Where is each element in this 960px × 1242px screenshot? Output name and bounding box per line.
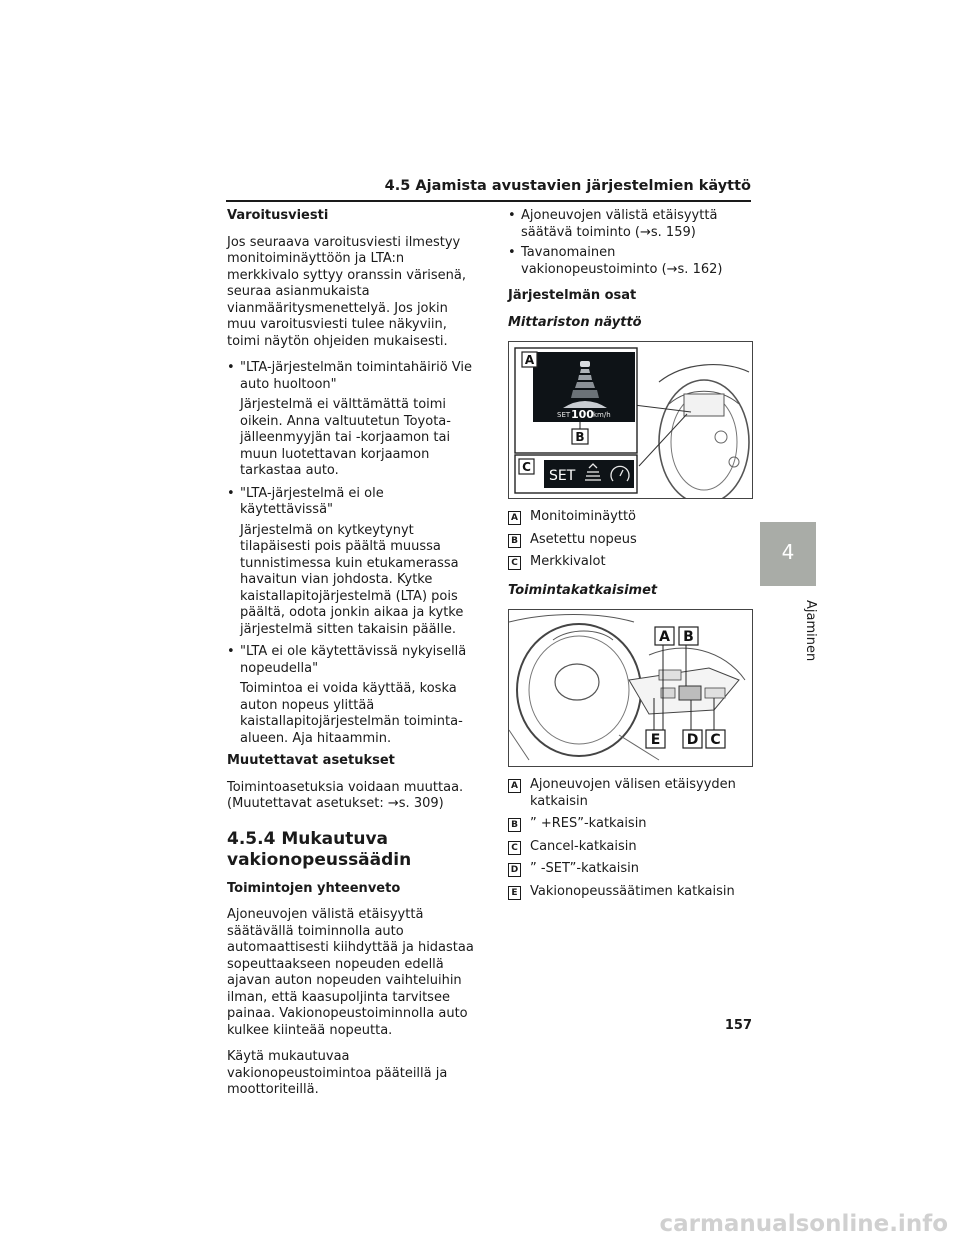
meter-display-illustration xyxy=(509,342,752,498)
legend-text: Cancel-katkaisin xyxy=(530,838,637,854)
chapter-tab-number: 4 xyxy=(781,540,795,564)
meter-display-heading: Mittariston näyttö xyxy=(508,314,642,330)
legend-key: B xyxy=(508,534,521,548)
set-indicator: SET xyxy=(549,468,576,484)
left-column xyxy=(227,208,477,1109)
bullet-title: • "LTA-järjestelmän toimintahäiriö Vie auto huoltoon" xyxy=(227,360,477,393)
components-heading: Järjestelmän osat xyxy=(508,288,637,303)
settings-text: Toimintoasetuksia voidaan muuttaa. (Muutettavat asetukset: →s. 309) xyxy=(227,779,464,811)
bullet-body: Toimintoa ei voida käyttää, koska auton nopeus ylittää kaistallapitojärjestelmän toiminta-alueen. Aja hitaammin. xyxy=(240,681,463,746)
legend-key: D xyxy=(508,863,521,877)
callout-a: A xyxy=(524,353,535,367)
callout-c: C xyxy=(522,460,531,474)
legend-text: Monitoiminäyttö xyxy=(530,509,637,524)
header-rule xyxy=(226,200,751,202)
bullet-item: • Ajoneuvojen välistä etäisyyttä säätävä toiminto (→s. 159) xyxy=(508,208,753,241)
legend-row xyxy=(508,839,753,856)
legend-text: ” +RES”-katkaisin xyxy=(530,816,647,831)
legend-key: A xyxy=(508,511,521,525)
legend-row xyxy=(508,816,753,833)
legend-text: Ajoneuvojen välisen etäisyyden katkaisin xyxy=(530,777,736,809)
bullet-title: • "LTA ei ole käytettävissä nykyisellä nopeudella" xyxy=(227,644,477,677)
summary-heading: Toimintojen yhteenveto xyxy=(227,880,401,896)
callout-c: C xyxy=(710,732,721,748)
legend-row xyxy=(508,861,753,878)
set-label: SET xyxy=(557,411,571,419)
bullet-title: • "LTA-järjestelmä ei ole käytettävissä" xyxy=(227,486,477,519)
speed-value: 100 xyxy=(571,408,594,421)
settings-heading: Muutettavat asetukset xyxy=(227,753,395,768)
bullet-body: Järjestelmä ei välttämättä toimi oikein. Anna valtuutetun Toyota-jälleenmyyjän tai -korjaamon tai muun luotettavan korjaamon tarkastaa auto. xyxy=(240,397,451,478)
meter-display-figure xyxy=(508,341,753,499)
speed-unit: km/h xyxy=(593,411,611,419)
page-number: 157 xyxy=(724,1018,752,1033)
legend-row xyxy=(508,884,753,901)
legend-row xyxy=(508,532,753,549)
legend-text: Merkkivalot xyxy=(530,554,606,569)
legend-text: Vakionopeussäätimen katkaisin xyxy=(530,883,735,899)
page-header-title: 4.5 Ajamista avustavien järjestelmien käyttö xyxy=(384,178,751,194)
legend-key: C xyxy=(508,556,521,570)
legend-text: Asetettu nopeus xyxy=(530,531,637,547)
usage-text: Käytä mukautuvaa vakionopeustoimintoa pääteillä ja moottoriteillä. xyxy=(227,1049,448,1097)
legend-row xyxy=(508,777,753,810)
callout-b: B xyxy=(575,430,585,444)
legend-row xyxy=(508,554,753,571)
summary-text: Ajoneuvojen välistä etäisyyttä säätävällä toiminnolla auto automaattisesti kiihdyttää ja hidastaa sopeuttaakseen nopeuden edellä ajavan auton nopeuden vaihteluihin ilman, että kaasupoljinta tarvitsee painaa. Vakionopeustoiminnolla auto kulkee kiinteää nopeutta. xyxy=(227,907,474,1038)
callout-a: A xyxy=(659,629,670,645)
bullet-item: • Tavanomainen vakionopeustoiminto (→s. 162) xyxy=(508,245,753,278)
switches-figure xyxy=(508,609,753,767)
legend-key: B xyxy=(508,818,521,832)
legend-key: C xyxy=(508,841,521,855)
legend-text: ” -SET”-katkaisin xyxy=(530,861,639,876)
right-column xyxy=(508,208,753,906)
chapter-tab-label: Ajaminen xyxy=(803,600,818,662)
bullet-body: Järjestelmä on kytkeytynyt tilapäisesti pois päältä muussa tunnistimessa kuin etukamerassa havaitun vian johdosta. Kytke kaistallapitojärjestelmä (LTA) pois päältä, odota jonkin aikaa ja kytke järjestelmä sitten takaisin päälle. xyxy=(240,522,464,637)
legend-key: A xyxy=(508,779,521,793)
callout-d: D xyxy=(686,732,699,748)
warning-intro: Jos seuraava varoitusviesti ilmestyy monitoiminäyttöön ja LTA:n merkkivalo syttyy oranssin värisenä, seuraa asianmukaista vianmääritysmenettelyä. Jos jokin muu varoitusviesti tulee näkyviin, toimi näytön ohjeiden mukaisesti. xyxy=(227,234,466,349)
warning-heading: Varoitusviesti xyxy=(227,208,329,223)
section-heading: 4.5.4 Mukautuva vakionopeussäädin xyxy=(227,828,412,870)
legend-row xyxy=(508,509,753,526)
callout-e: E xyxy=(650,732,661,748)
legend-key: E xyxy=(508,886,521,900)
switches-illustration xyxy=(509,610,752,766)
watermark: carmanualsonline.info xyxy=(659,1211,948,1237)
callout-b: B xyxy=(683,629,694,645)
switches-heading: Toimintakatkaisimet xyxy=(508,582,658,598)
